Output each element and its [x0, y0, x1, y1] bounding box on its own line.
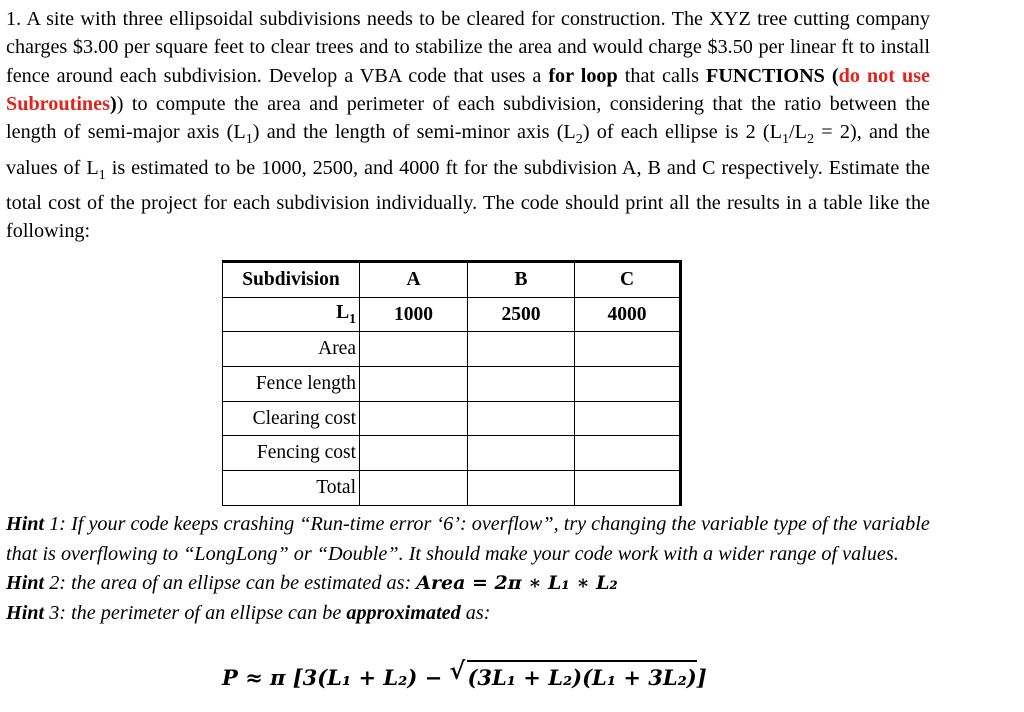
- row-label-fence-length: Fence length: [223, 367, 360, 402]
- table-row: [223, 436, 681, 471]
- sub2: 2: [575, 131, 583, 148]
- area-formula: Area = 2π ∗ L₁ ∗ L₂: [416, 572, 618, 594]
- table-cell: [360, 332, 468, 367]
- table-row-l1: [223, 297, 681, 332]
- table-cell: [468, 471, 575, 506]
- row-label-area: Area: [223, 332, 360, 367]
- table-cell: [575, 471, 681, 506]
- table-cell: [360, 436, 468, 471]
- problem-text-6: ) of each ellipse is 2 (L: [582, 121, 782, 144]
- no-subroutines-warning: do not use Subroutines: [6, 64, 930, 115]
- hint-2-num: 2:: [44, 572, 67, 594]
- sqrt-sign: √: [449, 656, 466, 685]
- table-cell: [575, 367, 681, 402]
- problem-paren-open: (: [824, 64, 839, 87]
- perimeter-formula: [222, 656, 707, 693]
- problem-text-2: that calls: [617, 64, 706, 87]
- table-cell: [468, 436, 575, 471]
- row-label-l1: [223, 297, 360, 332]
- hint-3-approximated: approximated: [346, 601, 461, 624]
- results-table: [222, 260, 682, 506]
- for-loop-bold: for loop: [548, 64, 618, 87]
- header-subdivision: Subdivision: [223, 262, 360, 298]
- hint-1-text: If your code keeps crashing “Run-time error ‘6’: overflow”, try changing the variable type of the variable that is overflowing to “LongLong” or “Double”. It should make your code work with a wider range of values.: [6, 513, 930, 565]
- sub3: 1: [781, 131, 790, 148]
- l1-value-a: 1000: [360, 297, 468, 332]
- hint-2-text: the area of an ellipse can be estimated as:: [66, 572, 417, 594]
- l1-label: L: [336, 302, 350, 324]
- problem-text-8: = 2), and the values of L: [6, 121, 931, 179]
- hint-2-label: Hint: [6, 572, 45, 594]
- l1-value-c: 4000: [575, 297, 681, 332]
- table-cell: [468, 367, 575, 402]
- table-row: [223, 471, 681, 506]
- l1-sub: 1: [349, 310, 356, 326]
- problem-text-4: ) to compute the area and perimeter of each subdivision, considering that the ratio between the length of semi-major axis (L: [6, 92, 930, 144]
- problem-text-9: is estimated to be 1000, 2500, and 4000 ft for the subdivision A, B and C respectively. Estimate the total cost of the project for each subdivision individually. The code should print all the results in a table like the following:: [6, 156, 930, 243]
- table-cell: [360, 401, 468, 436]
- header-c: C: [575, 262, 681, 298]
- header-a: A: [360, 262, 468, 298]
- row-label-fencing-cost: Fencing cost: [223, 436, 360, 471]
- hint-3-end: as:: [460, 601, 491, 624]
- header-b: B: [468, 262, 575, 298]
- hints-section: [6, 510, 936, 628]
- formula-close: ]: [696, 665, 707, 690]
- table-cell: [468, 401, 575, 436]
- sub4: 2: [807, 131, 815, 148]
- table-row: [223, 401, 681, 436]
- hint-3-text: the perimeter of an ellipse can be: [66, 601, 347, 624]
- table-cell: [575, 436, 681, 471]
- problem-text-5: ) and the length of semi-minor axis (L: [252, 121, 576, 144]
- hint-3: [6, 599, 936, 629]
- sub5: 1: [98, 166, 106, 183]
- hint-1: [6, 510, 936, 569]
- table-cell: [468, 332, 575, 367]
- problem-text-1: 1. A site with three ellipsoidal subdivisions needs to be cleared for construction. The XYZ tree cutting company charges $3.00 per square feet to clear trees and to stabilize the area and would charge $3.50 per linear ft to install fence around each subdivision. Develop a VBA code that uses a: [6, 8, 930, 87]
- problem-statement: 1. A site with three ellipsoidal subdivisions needs to be cleared for construction. The XYZ tree cutting company charges $3.00 per square feet to clear trees and to stabilize the area and would charge $3.50 per linear ft to install fence around each subdivision. Develop a VBA code that uses a for loop that calls FUNCTIONS (do not use Subroutines)) to compute the area and perimeter of each subdivision, considering that the ratio between the length of semi-major axis $(L_1)$ and the length of semi-minor axis $(L_2)$ of each ellipse is 2 $(L_1/L_2 = 2)$, and the values of $L_1$ is estimated to be 1000, 2500, and 4000 ft for the subdivision A, B and C respectively. Estimate the total cost of the project for each subdivision individually. The code should print all the results in a table like the following:: [6, 8, 931, 243]
- hint-1-num: 1:: [44, 513, 67, 535]
- table-cell: [360, 367, 468, 402]
- sqrt-group: [449, 656, 697, 693]
- hint-2: [6, 569, 936, 599]
- formula-lhs: P ≈ π [3(L₁ + L₂) −: [222, 665, 450, 690]
- problem-text-7: /L: [789, 121, 807, 144]
- hint-3-label: Hint: [6, 601, 45, 624]
- sub1: 1: [245, 131, 253, 148]
- table-row: [223, 332, 681, 367]
- l1-value-b: 2500: [468, 297, 575, 332]
- table-cell: [575, 332, 681, 367]
- row-label-total: Total: [223, 471, 360, 506]
- functions-bold: FUNCTIONS: [705, 64, 825, 87]
- formula-radicand: (3L₁ + L₂)(L₁ + 3L₂): [467, 660, 696, 693]
- hint-1-label: Hint: [6, 513, 45, 535]
- table-cell: [360, 471, 468, 506]
- table-cell: [575, 401, 681, 436]
- table-row: [223, 367, 681, 402]
- row-label-clearing-cost: Clearing cost: [223, 401, 360, 436]
- table-header-row: [223, 262, 681, 298]
- hint-3-num: 3:: [44, 601, 67, 624]
